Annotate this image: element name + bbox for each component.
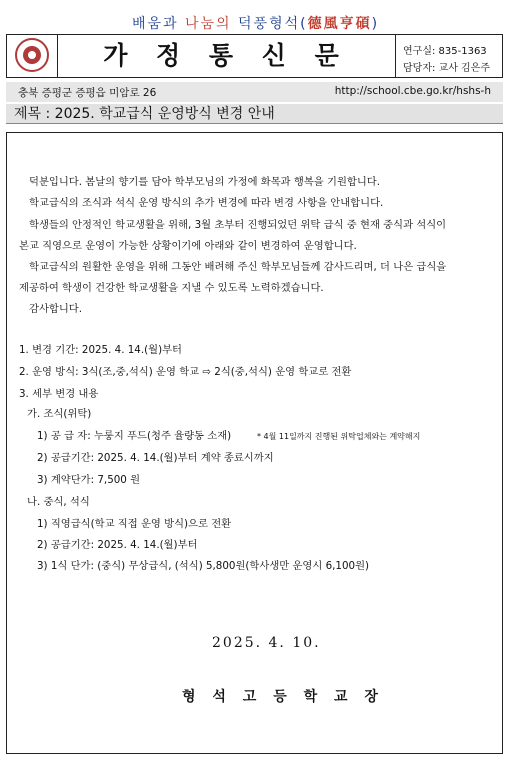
motto-part-1: 배움과	[131, 16, 185, 32]
school-address: 충북 증평군 증평읍 미암로 26	[18, 87, 157, 99]
item-change-period: 1. 변경 기간: 2025. 4. 14.(월)부터	[19, 344, 182, 356]
contact-teacher: 담당자: 교사 김은주	[403, 63, 491, 74]
breakfast-price: 3) 계약단가: 7,500 원	[37, 474, 141, 486]
contact-phone: 연구실: 835-1363	[403, 46, 487, 57]
lunch-dinner-direct: 1) 직영급식(학교 직접 운영 방식)으로 전환	[37, 518, 232, 530]
school-motto	[0, 13, 511, 33]
school-url-link[interactable]: http://school.cbe.go.kr/hshs-h	[334, 85, 491, 97]
title-cell	[57, 35, 396, 77]
newsletter-title: 가 정 통 신 문	[103, 41, 349, 70]
sub-breakfast-heading: 가. 조식(위탁)	[27, 408, 92, 420]
sub-lunch-dinner-heading: 나. 중식, 석식	[27, 496, 90, 508]
paragraph-intro: 학교급식의 조식과 석식 운영 방식의 추가 변경에 따라 변경 사항을 안내합니다.	[29, 197, 384, 209]
motto-part-3: 덕풍형석(	[238, 16, 308, 32]
logo-cell	[7, 35, 58, 77]
breakfast-supplier-note: * 4월 11일까지 진행된 위탁업체와는 계약해지	[257, 432, 421, 441]
newsletter-header	[6, 34, 503, 78]
item-details-heading: 3. 세부 변경 내용	[19, 388, 99, 400]
paragraph-reason-line-1: 학생들의 안정적인 학교생활을 위해, 3월 초부터 진행되었던 위탁 급식 중 현재 중식과 석식이	[29, 219, 447, 231]
letter-body	[6, 132, 503, 754]
paragraph-greeting: 덕분입니다. 봄날의 향기를 담아 학부모님의 가정에 화목과 행복을 기원합니다.	[29, 176, 381, 188]
lunch-dinner-price: 3) 1식 단가: (중식) 무상급식, (석식) 5,800원(학사생만 운영시 6,100원)	[37, 560, 370, 572]
item-operation-method: 2. 운영 방식: 3식(조,중,석식) 운영 학교 ⇨ 2식(중,석식) 운영 학교로 전환	[19, 366, 352, 378]
principal-signature: 형 석 고 등 학 교 장	[182, 689, 384, 705]
logo-core	[28, 51, 36, 59]
breakfast-supplier: 1) 공 급 자: 누룽지 푸드(청주 율량동 소재)	[37, 430, 232, 442]
paragraph-closing: 감사합니다.	[29, 303, 83, 315]
logo-inner-circle	[23, 46, 41, 64]
paragraph-thanks-line-2: 제공하여 학생이 건강한 학교생활을 지낼 수 있도록 노력하겠습니다.	[19, 282, 324, 294]
paragraph-reason-line-2: 본교 직영으로 운영이 가능한 상황이기에 아래와 같이 변경하여 운영합니다.	[19, 240, 357, 252]
subject-line: 제목 : 2025. 학교급식 운영방식 변경 안내	[6, 104, 503, 124]
motto-part-5: )	[371, 16, 380, 32]
motto-part-2: 나눔의	[184, 16, 239, 32]
motto-hanja: 德風亨碩	[307, 16, 372, 32]
letter-date: 2025. 4. 10.	[212, 635, 321, 651]
school-logo-icon	[15, 38, 49, 72]
breakfast-period: 2) 공급기간: 2025. 4. 14.(월)부터 계약 종료시까지	[37, 452, 274, 464]
contact-cell	[395, 35, 502, 77]
lunch-dinner-period: 2) 공급기간: 2025. 4. 14.(월)부터	[37, 539, 198, 551]
address-bar	[6, 82, 503, 102]
paragraph-thanks-line-1: 학교급식의 원활한 운영을 위해 그동안 배려해 주신 학부모님들께 감사드리며, 더 나은 급식을	[29, 261, 447, 273]
